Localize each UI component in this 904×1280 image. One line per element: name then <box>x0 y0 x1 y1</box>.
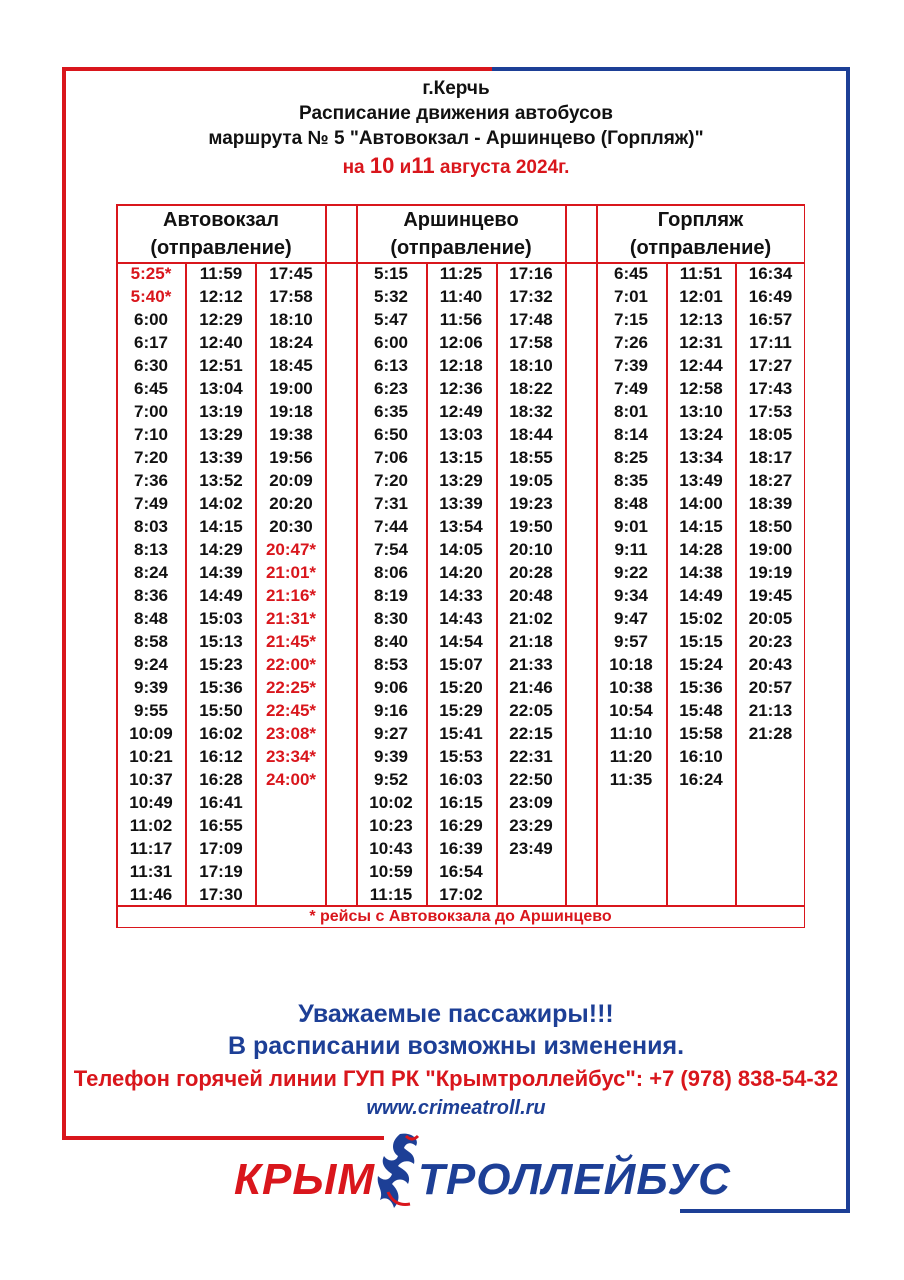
departure-time: 15:15 <box>679 632 723 652</box>
departure-time: 9:22 <box>613 563 649 583</box>
departure-time: 14:54 <box>439 632 483 652</box>
departure-time: 12:31 <box>679 333 723 353</box>
departure-time: 18:32 <box>509 402 553 422</box>
departure-time: 12:12 <box>199 287 243 307</box>
station-header-gorplyazh <box>596 204 805 264</box>
times-column-gorplyazh-1 <box>596 262 666 791</box>
departure-time: 16:49 <box>748 287 793 307</box>
departure-time: 15:53 <box>439 747 483 767</box>
departure-time: 7:39 <box>613 356 649 376</box>
departure-time: 16:34 <box>748 264 793 283</box>
departure-time: 7:20 <box>133 448 169 468</box>
departure-time: 8:40 <box>373 632 409 652</box>
departure-time: 13:54 <box>439 517 483 537</box>
departure-time: 8:48 <box>613 494 649 514</box>
departure-time: 11:17 <box>129 839 173 859</box>
departure-time: 16:29 <box>439 816 483 836</box>
departure-time: 8:13 <box>133 540 169 560</box>
departure-time: 5:15 <box>373 264 409 283</box>
departure-time: 19:50 <box>509 517 553 537</box>
departure-time: 23:08* <box>265 724 317 744</box>
departure-time: 17:53 <box>748 402 793 422</box>
departure-time: 18:44 <box>509 425 553 445</box>
departure-time: 13:15 <box>439 448 483 468</box>
departure-time: 12:58 <box>679 379 723 399</box>
departure-time: 11:35 <box>609 770 653 790</box>
departure-time: 11:10 <box>609 724 653 744</box>
departure-time: 18:27 <box>748 471 793 491</box>
departure-time: 10:18 <box>609 655 653 675</box>
departure-time: 7:44 <box>373 517 409 537</box>
departure-time: 7:49 <box>613 379 649 399</box>
departure-time: 18:05 <box>748 425 793 445</box>
departure-time: 14:39 <box>199 563 243 583</box>
departure-time: 23:49 <box>509 839 553 859</box>
departure-time: 21:02 <box>509 609 553 629</box>
departure-time: 10:49 <box>129 793 173 813</box>
departure-time: 9:27 <box>373 724 409 744</box>
departure-time: 12:01 <box>679 287 723 307</box>
departure-time: 24:00* <box>265 770 317 790</box>
departure-time: 21:46 <box>509 678 553 698</box>
date-day1: 10 <box>369 153 395 178</box>
departure-time: 9:06 <box>373 678 409 698</box>
departure-time: 20:30 <box>269 517 313 537</box>
hotline-text: Телефон горячей линии ГУП РК "Крымтроллейбус": +7 (978) 838-54-32 <box>73 1066 839 1091</box>
date-day2: 11 <box>411 153 435 178</box>
departure-time: 11:59 <box>199 264 243 283</box>
departure-time: 20:05 <box>748 609 793 629</box>
departure-time: 8:58 <box>133 632 169 652</box>
station-header-avtovokzal <box>116 204 326 264</box>
schedule-date <box>66 153 846 179</box>
departure-time: 20:28 <box>509 563 553 583</box>
departure-time: 10:23 <box>369 816 413 836</box>
times-column-arshintsevo-2 <box>426 262 496 906</box>
departure-time: 22:31 <box>509 747 553 767</box>
departure-time: 6:30 <box>133 356 169 376</box>
departure-time: 16:24 <box>679 770 723 790</box>
departure-time: 14:33 <box>439 586 483 606</box>
departure-time: 15:13 <box>199 632 243 652</box>
departure-time: 12:44 <box>679 356 723 376</box>
station-note: (отправление) <box>150 237 292 259</box>
departure-time: 16:15 <box>439 793 483 813</box>
departure-time: 23:29 <box>509 816 553 836</box>
departure-time: 18:22 <box>509 379 553 399</box>
departure-time: 17:58 <box>509 333 553 353</box>
departure-time: 15:36 <box>679 678 723 698</box>
departure-time: 7:01 <box>613 287 649 307</box>
departure-time: 16:41 <box>199 793 243 813</box>
departure-time: 17:45 <box>269 264 313 283</box>
departure-time: 9:52 <box>373 770 409 790</box>
frame-left <box>62 67 66 1140</box>
departure-time: 9:01 <box>613 517 649 537</box>
departure-time: 21:31* <box>265 609 317 629</box>
departure-time: 12:51 <box>199 356 243 376</box>
departure-time: 13:10 <box>679 402 723 422</box>
departure-time: 6:00 <box>373 333 409 353</box>
frame-right <box>846 67 850 1213</box>
departure-time: 18:10 <box>509 356 553 376</box>
departure-time: 18:17 <box>748 448 793 468</box>
departure-time: 8:36 <box>133 586 169 606</box>
departure-time: 22:25* <box>265 678 317 698</box>
city-title: г.Керчь <box>422 78 490 99</box>
schedule-title: Расписание движения автобусов <box>299 103 613 124</box>
departure-time: 11:46 <box>129 885 173 905</box>
company-logo <box>230 1130 731 1220</box>
departure-time: 20:09 <box>269 471 313 491</box>
departure-time: 22:15 <box>509 724 553 744</box>
departure-time: 22:05 <box>509 701 553 721</box>
departure-time: 6:35 <box>373 402 409 422</box>
departure-time: 19:19 <box>748 563 793 583</box>
departure-time: 14:29 <box>199 540 243 560</box>
departure-time: 14:15 <box>679 517 723 537</box>
station-note: (отправление) <box>390 237 532 259</box>
logo-text-left: КРЫМ <box>234 1155 376 1204</box>
departure-time: 11:56 <box>439 310 483 330</box>
departure-time: 8:19 <box>373 586 409 606</box>
departure-time: 16:03 <box>439 770 483 790</box>
departure-time: 17:58 <box>269 287 313 307</box>
departure-time: 12:29 <box>199 310 243 330</box>
departure-time: 13:03 <box>439 425 483 445</box>
departure-time: 15:20 <box>439 678 483 698</box>
departure-time: 22:00* <box>265 655 317 675</box>
departure-time: 17:19 <box>199 862 243 882</box>
departure-time: 17:30 <box>199 885 243 905</box>
departure-time: 12:18 <box>439 356 483 376</box>
times-column-avtovokzal-1 <box>116 262 186 906</box>
departure-time: 18:55 <box>509 448 553 468</box>
departure-time: 10:54 <box>609 701 653 721</box>
frame-top-red <box>62 67 492 71</box>
departure-time: 8:06 <box>373 563 409 583</box>
departure-time: 13:29 <box>199 425 243 445</box>
departure-time: 21:33 <box>509 655 553 675</box>
date-prefix: на <box>342 157 365 178</box>
date-suffix: августа 2024г. <box>439 157 570 178</box>
departure-time: 8:53 <box>373 655 409 675</box>
station-name: Горпляж <box>657 209 744 231</box>
departure-time: 20:10 <box>509 540 553 560</box>
schedule-table <box>116 204 805 928</box>
departure-time: 5:47 <box>373 310 409 330</box>
departure-time: 20:47* <box>265 540 317 560</box>
departure-time: 8:30 <box>373 609 409 629</box>
departure-time: 21:18 <box>509 632 553 652</box>
departure-time: 8:01 <box>613 402 649 422</box>
departure-time: 19:38 <box>269 425 313 445</box>
departure-time: 6:13 <box>373 356 409 376</box>
station-note: (отправление) <box>629 237 772 259</box>
departure-time: 11:20 <box>609 747 653 767</box>
departure-time: 11:40 <box>439 287 483 307</box>
departure-time: 9:24 <box>133 655 169 675</box>
departure-time: 16:39 <box>439 839 483 859</box>
departure-time: 7:20 <box>373 471 409 491</box>
departure-time: 16:28 <box>199 770 243 790</box>
departure-time: 9:16 <box>373 701 409 721</box>
departure-time: 8:24 <box>133 563 169 583</box>
departure-time: 14:43 <box>439 609 483 629</box>
departure-time: 15:07 <box>439 655 483 675</box>
departure-time: 5:32 <box>373 287 409 307</box>
departure-time: 13:52 <box>199 471 243 491</box>
departure-time: 20:48 <box>509 586 553 606</box>
frame-top-blue <box>492 67 850 71</box>
departure-time: 8:48 <box>133 609 169 629</box>
departure-time: 13:39 <box>439 494 483 514</box>
departure-time: 8:35 <box>613 471 649 491</box>
departure-time: 9:34 <box>613 586 649 606</box>
departure-time: 18:10 <box>269 310 313 330</box>
departure-time: 14:38 <box>679 563 723 583</box>
departure-time: 5:40* <box>130 287 172 307</box>
departure-time: 17:02 <box>439 885 483 905</box>
greeting-text: Уважаемые пассажиры!!! <box>298 1000 614 1028</box>
departure-time: 6:17 <box>133 333 169 353</box>
departure-time: 19:00 <box>748 540 793 560</box>
departure-time: 23:34* <box>265 747 317 767</box>
departure-time: 13:34 <box>679 448 723 468</box>
website-link[interactable]: www.crimeatroll.ru <box>366 1097 546 1119</box>
departure-time: 6:00 <box>133 310 169 330</box>
departure-time: 21:16* <box>265 586 317 606</box>
departure-time: 17:43 <box>748 379 793 399</box>
departure-time: 17:09 <box>199 839 243 859</box>
departure-time: 15:50 <box>199 701 243 721</box>
departure-time: 14:05 <box>439 540 483 560</box>
footnote: * рейсы с Автовокзала до Аршинцево <box>309 908 612 925</box>
departure-time: 13:29 <box>439 471 483 491</box>
departure-time: 11:31 <box>129 862 173 882</box>
departure-time: 8:14 <box>613 425 649 445</box>
departure-time: 9:39 <box>373 747 409 767</box>
departure-time: 16:54 <box>439 862 483 882</box>
departure-time: 16:55 <box>199 816 243 836</box>
departure-time: 7:36 <box>133 471 169 491</box>
departure-time: 19:05 <box>509 471 553 491</box>
departure-time: 7:49 <box>133 494 169 514</box>
departure-time: 16:12 <box>199 747 243 767</box>
departure-time: 12:49 <box>439 402 483 422</box>
departure-time: 15:58 <box>679 724 723 744</box>
departure-time: 22:45* <box>265 701 317 721</box>
departure-time: 10:09 <box>129 724 173 744</box>
departure-time: 10:02 <box>369 793 413 813</box>
departure-time: 5:25* <box>130 264 172 283</box>
departure-time: 15:02 <box>679 609 723 629</box>
departure-time: 19:56 <box>269 448 313 468</box>
departure-time: 21:01* <box>265 563 317 583</box>
station-name: Аршинцево <box>403 209 519 231</box>
departure-time: 10:38 <box>609 678 653 698</box>
departure-time: 10:21 <box>129 747 173 767</box>
station-header-arshintsevo <box>356 204 566 264</box>
departure-time: 13:49 <box>679 471 723 491</box>
departure-time: 13:24 <box>679 425 723 445</box>
departure-time: 20:57 <box>748 678 793 698</box>
departure-time: 7:15 <box>613 310 649 330</box>
departure-time: 18:50 <box>748 517 793 537</box>
departure-time: 8:25 <box>613 448 649 468</box>
departure-time: 15:36 <box>199 678 243 698</box>
departure-time: 9:11 <box>614 540 648 560</box>
departure-time: 22:50 <box>509 770 553 790</box>
departure-time: 13:04 <box>199 379 243 399</box>
departure-time: 14:49 <box>199 586 243 606</box>
departure-time: 14:15 <box>199 517 243 537</box>
departure-time: 14:20 <box>439 563 483 583</box>
departure-time: 6:45 <box>613 264 649 283</box>
departure-time: 11:51 <box>679 264 723 283</box>
departure-time: 20:43 <box>748 655 793 675</box>
departure-time: 8:03 <box>133 517 169 537</box>
logo-text-right: ТРОЛЛЕЙБУС <box>418 1155 731 1204</box>
departure-time: 14:28 <box>679 540 723 560</box>
times-column-avtovokzal-3 <box>256 262 326 791</box>
departure-time: 9:47 <box>613 609 649 629</box>
departure-time: 14:00 <box>679 494 723 514</box>
departure-time: 14:49 <box>679 586 723 606</box>
departure-time: 21:13 <box>748 701 793 721</box>
departure-time: 18:45 <box>269 356 313 376</box>
departure-time: 21:28 <box>748 724 793 744</box>
departure-time: 15:24 <box>679 655 723 675</box>
departure-time: 11:25 <box>439 264 483 283</box>
departure-time: 6:45 <box>133 379 169 399</box>
departure-time: 17:48 <box>509 310 553 330</box>
departure-time: 11:02 <box>129 816 173 836</box>
departure-time: 11:15 <box>369 885 413 905</box>
departure-time: 17:32 <box>509 287 553 307</box>
departure-time: 16:02 <box>199 724 243 744</box>
departure-time: 23:09 <box>509 793 553 813</box>
times-column-avtovokzal-2 <box>186 262 256 906</box>
departure-time: 19:18 <box>269 402 313 422</box>
station-name: Автовокзал <box>163 209 279 231</box>
departure-time: 13:19 <box>199 402 243 422</box>
date-and: и <box>399 157 412 178</box>
times-column-arshintsevo-3 <box>496 262 566 860</box>
departure-time: 21:45* <box>265 632 317 652</box>
departure-time: 18:39 <box>748 494 793 514</box>
departure-time: 15:23 <box>199 655 243 675</box>
departure-time: 20:20 <box>269 494 313 514</box>
departure-time: 12:13 <box>679 310 723 330</box>
departure-time: 15:29 <box>439 701 483 721</box>
frame-bottom-blue <box>680 1209 850 1213</box>
departure-time: 9:39 <box>133 678 169 698</box>
times-column-gorplyazh-3 <box>736 262 805 745</box>
departure-time: 7:00 <box>133 402 169 422</box>
departure-time: 18:24 <box>269 333 313 353</box>
departure-time: 7:54 <box>373 540 409 560</box>
departure-time: 7:31 <box>373 494 409 514</box>
departure-time: 6:50 <box>373 425 409 445</box>
departure-time: 7:26 <box>613 333 649 353</box>
departure-time: 7:10 <box>133 425 169 445</box>
departure-time: 17:16 <box>509 264 553 283</box>
departure-time: 20:23 <box>748 632 793 652</box>
departure-time: 6:23 <box>373 379 409 399</box>
departure-time: 10:43 <box>369 839 413 859</box>
departure-time: 15:48 <box>679 701 723 721</box>
departure-time: 19:00 <box>269 379 313 399</box>
times-column-arshintsevo-1 <box>356 262 426 906</box>
times-column-gorplyazh-2 <box>666 262 736 791</box>
route-title: маршрута № 5 "Автовокзал - Аршинцево (Горпляж)" <box>208 128 704 149</box>
departure-time: 9:57 <box>613 632 649 652</box>
departure-time: 17:11 <box>749 333 792 353</box>
changes-text: В расписании возможны изменения. <box>227 1032 685 1060</box>
departure-time: 12:06 <box>439 333 483 353</box>
departure-time: 10:37 <box>129 770 173 790</box>
departure-time: 19:45 <box>748 586 793 606</box>
departure-time: 13:39 <box>199 448 243 468</box>
departure-time: 19:23 <box>509 494 553 514</box>
departure-time: 17:27 <box>748 356 793 376</box>
departure-time: 12:36 <box>439 379 483 399</box>
departure-time: 12:40 <box>199 333 243 353</box>
departure-time: 9:55 <box>133 701 169 721</box>
departure-time: 16:57 <box>748 310 793 330</box>
departure-time: 7:06 <box>373 448 409 468</box>
departure-time: 14:02 <box>199 494 243 514</box>
departure-time: 15:41 <box>439 724 483 744</box>
departure-time: 10:59 <box>369 862 413 882</box>
departure-time: 15:03 <box>199 609 243 629</box>
departure-time: 16:10 <box>679 747 723 767</box>
